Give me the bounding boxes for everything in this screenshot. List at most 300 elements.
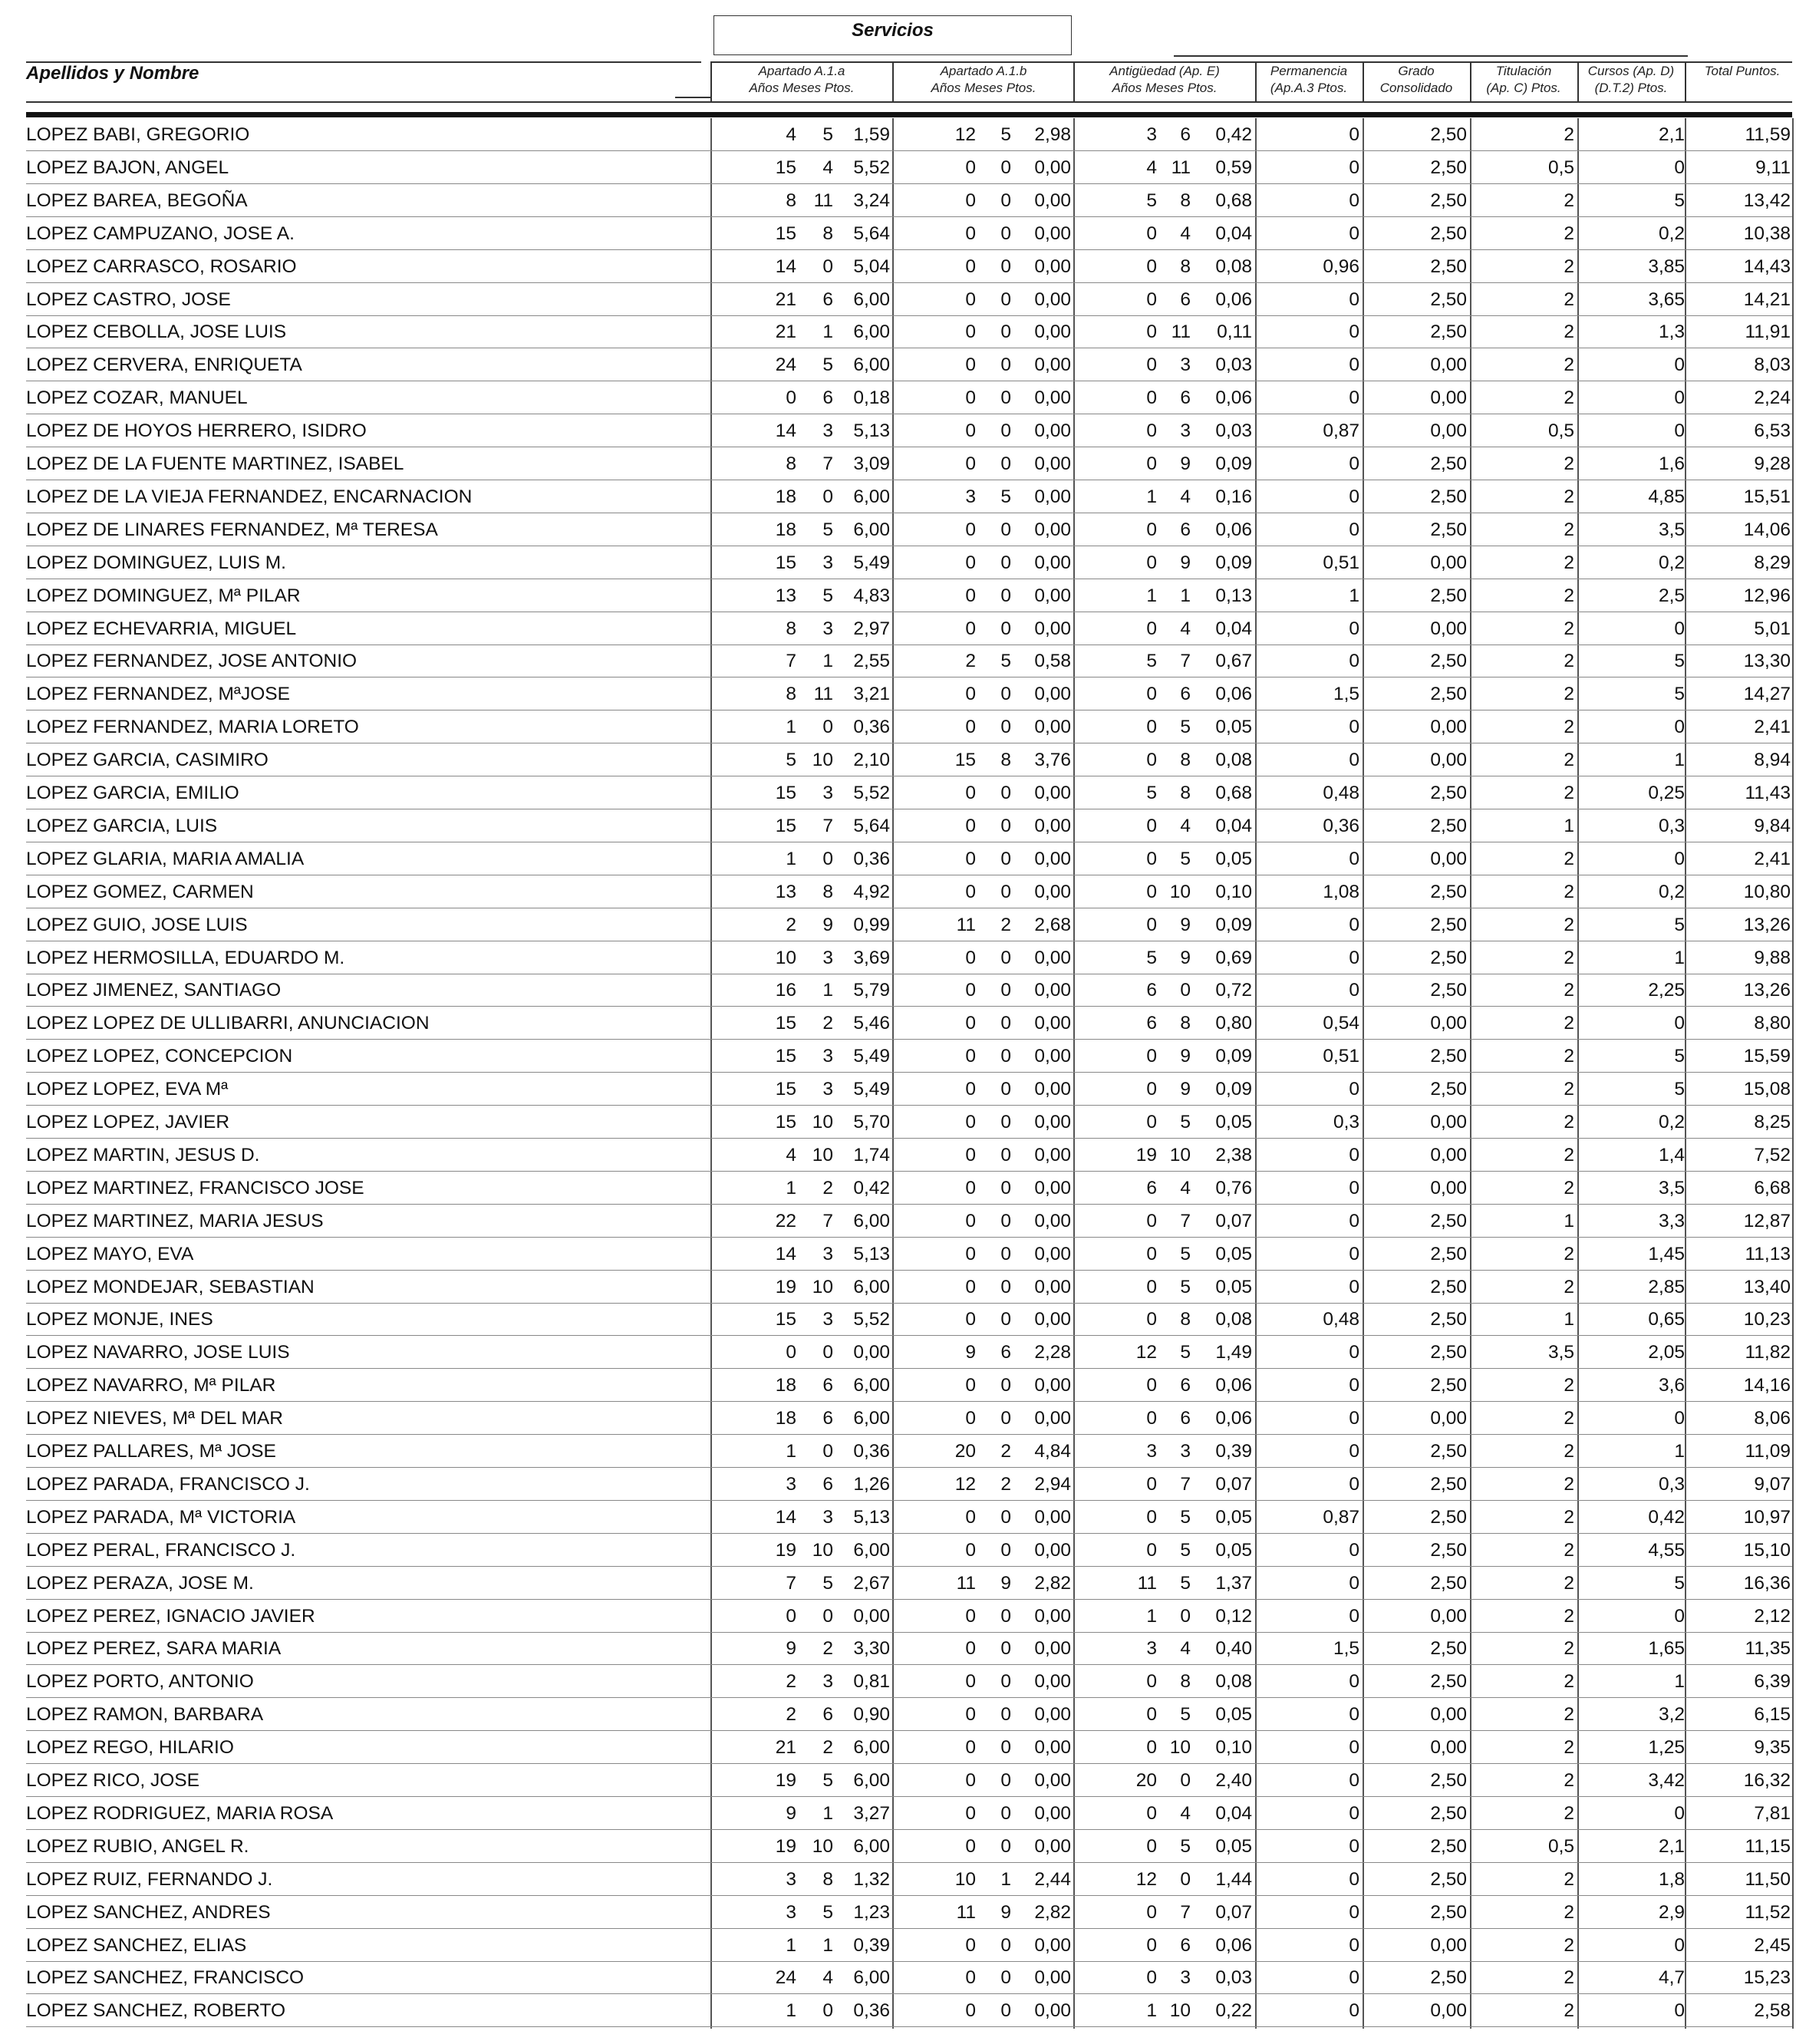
servicios-header: Servicios <box>713 15 1072 55</box>
cell-a1b-anos: 0 <box>965 453 976 474</box>
cell-grado: 0,00 <box>1430 1704 1467 1726</box>
cell-a1b-anos: 15 <box>954 750 976 771</box>
cell-a1a-ptos: 0,81 <box>853 1671 890 1693</box>
cell-total: 13,30 <box>1743 651 1791 672</box>
cell-total: 11,52 <box>1745 1901 1791 1923</box>
cell-a1a-anos: 14 <box>775 1506 796 1528</box>
header-rule-left <box>26 61 701 63</box>
cell-a1a-ptos: 5,13 <box>853 1506 890 1528</box>
row-name: LOPEZ RAMON, BARBARA <box>26 1704 264 1726</box>
cell-titulacion: 2 <box>1564 1605 1574 1627</box>
cell-a1a-ptos: 1,74 <box>853 1144 890 1165</box>
cell-a1a-ptos: 1,32 <box>853 1868 890 1890</box>
cell-titulacion: 2 <box>1564 124 1574 145</box>
cell-ant-ptos: 0,03 <box>1215 420 1252 442</box>
cell-a1b-meses: 0 <box>1000 815 1011 836</box>
cell-cursos: 0,2 <box>1658 881 1685 902</box>
cell-titulacion: 2 <box>1564 321 1574 343</box>
cell-total: 14,21 <box>1743 288 1791 310</box>
cell-ant-ptos: 0,05 <box>1215 1276 1252 1297</box>
cell-total: 15,10 <box>1743 1539 1791 1561</box>
cell-a1a-meses: 3 <box>822 1671 833 1693</box>
cell-a1a-anos: 18 <box>775 1375 796 1396</box>
cell-a1a-ptos: 1,59 <box>853 124 890 145</box>
cell-ant-anos: 0 <box>1146 256 1157 277</box>
cell-a1a-meses: 3 <box>822 1243 833 1264</box>
cell-ant-ptos: 2,40 <box>1215 1770 1252 1791</box>
cell-ant-meses: 5 <box>1180 1704 1191 1726</box>
cell-a1b-meses: 5 <box>1000 486 1011 507</box>
cell-permanencia: 0 <box>1349 1539 1359 1561</box>
cell-a1a-ptos: 6,00 <box>853 1210 890 1231</box>
cell-ant-ptos: 0,10 <box>1215 881 1252 902</box>
cell-cursos: 3,6 <box>1658 1375 1685 1396</box>
cell-a1b-anos: 0 <box>965 1243 976 1264</box>
table-row <box>0 710 1819 743</box>
cell-ant-anos: 12 <box>1135 1868 1157 1890</box>
cell-grado: 2,50 <box>1430 157 1467 178</box>
cell-total: 2,41 <box>1754 717 1791 738</box>
cell-titulacion: 2 <box>1564 1572 1574 1594</box>
cell-titulacion: 2 <box>1564 1802 1574 1824</box>
cell-titulacion: 0,5 <box>1547 157 1574 178</box>
header-rule-top <box>1174 55 1688 57</box>
cell-a1a-meses: 3 <box>822 1506 833 1528</box>
cell-total: 8,25 <box>1754 1112 1791 1132</box>
cell-a1a-anos: 15 <box>775 1013 796 1034</box>
cell-a1a-ptos: 2,55 <box>853 651 890 672</box>
table-row <box>0 217 1819 250</box>
table-row <box>0 1994 1819 2027</box>
cell-a1b-ptos: 0,00 <box>1034 1802 1071 1824</box>
cell-titulacion: 2 <box>1564 1144 1574 1165</box>
cell-cursos: 0 <box>1674 717 1685 738</box>
header-rule-upper <box>710 61 1792 63</box>
row-name: LOPEZ GARCIA, LUIS <box>26 815 218 836</box>
cell-ant-meses: 8 <box>1180 1013 1191 1034</box>
cell-a1a-ptos: 2,97 <box>853 618 890 639</box>
cell-ant-ptos: 0,80 <box>1215 1013 1252 1034</box>
cell-permanencia: 0 <box>1349 387 1359 409</box>
cell-permanencia: 0 <box>1349 486 1359 507</box>
cell-ant-ptos: 0,09 <box>1215 914 1252 935</box>
cell-ant-meses: 8 <box>1180 783 1191 803</box>
cell-grado: 0,00 <box>1430 2000 1467 2022</box>
cell-grado: 0,00 <box>1430 1934 1467 1956</box>
cell-a1a-meses: 5 <box>822 354 833 376</box>
cell-grado: 0,00 <box>1430 618 1467 639</box>
cell-grado: 2,50 <box>1430 1802 1467 1824</box>
table-row <box>0 1501 1819 1534</box>
cell-ant-ptos: 0,06 <box>1215 1934 1252 1956</box>
cell-permanencia: 0 <box>1349 223 1359 244</box>
table-row <box>0 546 1819 579</box>
cell-ant-anos: 0 <box>1146 1408 1157 1429</box>
cell-a1a-meses: 1 <box>822 321 833 343</box>
row-name: LOPEZ MAYO, EVA <box>26 1243 194 1264</box>
cell-total: 11,91 <box>1745 321 1791 343</box>
cell-ant-anos: 1 <box>1146 1605 1157 1627</box>
cell-titulacion: 2 <box>1564 223 1574 244</box>
cell-a1b-anos: 0 <box>965 1144 976 1165</box>
cell-a1a-ptos: 6,00 <box>853 321 890 343</box>
cell-ant-ptos: 0,09 <box>1215 552 1252 573</box>
cell-ant-ptos: 0,11 <box>1217 321 1252 343</box>
table-row <box>0 1830 1819 1863</box>
row-name: LOPEZ GARCIA, EMILIO <box>26 783 239 803</box>
cell-a1b-anos: 0 <box>965 190 976 211</box>
cell-a1b-anos: 0 <box>965 1967 976 1989</box>
cell-ant-ptos: 0,39 <box>1215 1441 1252 1462</box>
cell-a1b-anos: 0 <box>965 420 976 442</box>
row-name: LOPEZ RUBIO, ANGEL R. <box>26 1835 249 1857</box>
cell-a1a-meses: 0 <box>822 256 833 277</box>
cell-titulacion: 2 <box>1564 684 1574 705</box>
table-row <box>0 677 1819 710</box>
cell-ant-anos: 6 <box>1146 980 1157 1001</box>
row-name: LOPEZ MARTINEZ, MARIA JESUS <box>26 1210 324 1231</box>
cell-total: 2,24 <box>1754 387 1791 409</box>
cell-a1b-meses: 9 <box>1000 1901 1011 1923</box>
cell-a1b-anos: 0 <box>965 1013 976 1034</box>
col-header-permanencia: Permanencia (Ap.A.3 Ptos. <box>1270 64 1348 95</box>
cell-permanencia: 0 <box>1349 1704 1359 1726</box>
cell-a1a-meses: 10 <box>812 1539 833 1561</box>
header-rule-lower <box>26 101 1792 103</box>
cell-a1a-anos: 8 <box>786 684 796 705</box>
cell-ant-meses: 5 <box>1180 717 1191 738</box>
cell-a1b-meses: 2 <box>1000 914 1011 935</box>
cell-cursos: 1,6 <box>1658 453 1685 474</box>
cell-a1a-ptos: 5,46 <box>853 1013 890 1034</box>
cell-a1a-ptos: 5,13 <box>853 420 890 442</box>
table-row <box>0 809 1819 842</box>
table-row <box>0 1271 1819 1304</box>
cell-a1a-anos: 14 <box>775 420 796 442</box>
cell-ant-anos: 3 <box>1146 124 1157 145</box>
cell-ant-meses: 4 <box>1180 1177 1191 1198</box>
cell-cursos: 0 <box>1674 618 1685 639</box>
cell-a1b-anos: 0 <box>965 1802 976 1824</box>
cell-a1a-anos: 15 <box>775 157 796 178</box>
cell-a1a-anos: 3 <box>786 1868 796 1890</box>
cell-a1b-ptos: 0,00 <box>1034 815 1071 836</box>
row-name: LOPEZ NAVARRO, JOSE LUIS <box>26 1342 290 1363</box>
cell-a1b-ptos: 0,00 <box>1034 486 1071 507</box>
table-row <box>0 513 1819 546</box>
cell-a1a-anos: 1 <box>786 2000 796 2022</box>
cell-a1b-anos: 0 <box>965 881 976 902</box>
cell-cursos: 1,25 <box>1648 1737 1685 1759</box>
cell-ant-anos: 11 <box>1137 1572 1157 1594</box>
cell-a1b-anos: 0 <box>965 1605 976 1627</box>
cell-total: 10,80 <box>1743 881 1791 902</box>
cell-grado: 2,50 <box>1430 651 1467 672</box>
cell-ant-ptos: 0,08 <box>1215 750 1252 771</box>
cell-a1b-ptos: 0,00 <box>1034 1243 1071 1264</box>
cell-titulacion: 2 <box>1564 1737 1574 1759</box>
cell-total: 2,58 <box>1754 2000 1791 2022</box>
cell-a1b-meses: 8 <box>1000 750 1011 771</box>
cell-total: 9,28 <box>1754 453 1791 474</box>
table-row <box>0 184 1819 217</box>
cell-grado: 0,00 <box>1430 1112 1467 1132</box>
table-row <box>0 1698 1819 1731</box>
cell-permanencia: 0,36 <box>1323 815 1359 836</box>
cell-a1b-anos: 0 <box>965 815 976 836</box>
name-column-header: Apellidos y Nombre <box>26 63 199 84</box>
cell-a1b-ptos: 0,00 <box>1034 980 1071 1001</box>
cell-a1b-meses: 0 <box>1000 1375 1011 1396</box>
cell-a1b-anos: 0 <box>965 848 976 869</box>
cell-a1a-anos: 5 <box>786 750 796 771</box>
cell-ant-meses: 8 <box>1180 190 1191 211</box>
cell-permanencia: 0 <box>1349 1901 1359 1923</box>
cell-a1a-ptos: 0,36 <box>853 2000 890 2022</box>
cell-a1b-ptos: 0,00 <box>1034 2000 1071 2022</box>
cell-a1b-ptos: 0,58 <box>1034 651 1071 672</box>
cell-a1a-anos: 19 <box>775 1276 796 1297</box>
cell-a1b-anos: 0 <box>965 1046 976 1067</box>
cell-a1b-anos: 0 <box>965 354 976 376</box>
col-header-a1a: Apartado A.1.a Años Meses Ptos. <box>749 64 855 95</box>
cell-ant-anos: 0 <box>1146 1112 1157 1132</box>
cell-grado: 2,50 <box>1430 815 1467 836</box>
cell-ant-anos: 3 <box>1146 1638 1157 1660</box>
cell-a1a-anos: 18 <box>775 519 796 540</box>
cell-grado: 2,50 <box>1430 453 1467 474</box>
cell-a1b-anos: 0 <box>965 2000 976 2022</box>
cell-a1b-meses: 0 <box>1000 1506 1011 1528</box>
cell-ant-meses: 0 <box>1180 1605 1191 1627</box>
cell-ant-ptos: 0,40 <box>1215 1638 1252 1660</box>
table-row <box>0 743 1819 776</box>
cell-a1a-meses: 9 <box>822 914 833 935</box>
cell-a1a-ptos: 0,00 <box>853 1342 890 1363</box>
cell-total: 16,36 <box>1743 1572 1791 1594</box>
cell-a1b-ptos: 0,00 <box>1034 1671 1071 1693</box>
row-name: LOPEZ CEBOLLA, JOSE LUIS <box>26 321 287 343</box>
cell-ant-meses: 3 <box>1180 1441 1191 1462</box>
cell-titulacion: 2 <box>1564 1473 1574 1495</box>
row-name: LOPEZ LOPEZ DE ULLIBARRI, ANUNCIACION <box>26 1013 430 1034</box>
table-row <box>0 1435 1819 1468</box>
cell-a1a-ptos: 3,30 <box>853 1638 890 1660</box>
cell-ant-meses: 0 <box>1180 980 1191 1001</box>
cell-permanencia: 0,3 <box>1333 1112 1359 1132</box>
row-name: LOPEZ HERMOSILLA, EDUARDO M. <box>26 947 345 968</box>
cell-a1a-ptos: 5,52 <box>853 1309 890 1330</box>
row-name: LOPEZ CARRASCO, ROSARIO <box>26 256 297 277</box>
cell-grado: 2,50 <box>1430 1835 1467 1857</box>
cell-grado: 0,00 <box>1430 848 1467 869</box>
table-row <box>0 1402 1819 1435</box>
cell-ant-anos: 0 <box>1146 848 1157 869</box>
cell-grado: 2,50 <box>1430 1638 1467 1660</box>
cell-titulacion: 2 <box>1564 1901 1574 1923</box>
cell-a1b-ptos: 0,00 <box>1034 256 1071 277</box>
cell-grado: 2,50 <box>1430 914 1467 935</box>
cell-a1b-meses: 0 <box>1000 717 1011 738</box>
cell-ant-meses: 1 <box>1180 585 1191 606</box>
cell-a1a-ptos: 6,00 <box>853 519 890 540</box>
header-sep <box>1363 61 1364 103</box>
cell-total: 7,52 <box>1754 1144 1791 1165</box>
cell-a1b-meses: 0 <box>1000 618 1011 639</box>
cell-total: 14,16 <box>1743 1375 1791 1396</box>
cell-grado: 2,50 <box>1430 585 1467 606</box>
cell-a1b-ptos: 2,82 <box>1034 1572 1071 1594</box>
cell-titulacion: 2 <box>1564 750 1574 771</box>
cell-a1a-meses: 7 <box>822 453 833 474</box>
table-row <box>0 1961 1819 1994</box>
cell-ant-meses: 5 <box>1180 1112 1191 1132</box>
table-row <box>0 974 1819 1007</box>
cell-a1a-ptos: 4,83 <box>853 585 890 606</box>
cell-a1b-ptos: 0,00 <box>1034 453 1071 474</box>
cell-grado: 2,50 <box>1430 1671 1467 1693</box>
cell-a1a-anos: 18 <box>775 486 796 507</box>
cell-ant-ptos: 0,69 <box>1215 947 1252 968</box>
cell-ant-ptos: 0,12 <box>1215 1605 1252 1627</box>
cell-a1a-meses: 3 <box>822 1046 833 1067</box>
cell-a1a-anos: 10 <box>775 947 796 968</box>
table-row <box>0 1764 1819 1797</box>
cell-ant-anos: 0 <box>1146 1539 1157 1561</box>
cell-cursos: 0 <box>1674 1408 1685 1429</box>
cell-a1b-meses: 9 <box>1000 1572 1011 1594</box>
cell-a1a-meses: 6 <box>822 1408 833 1429</box>
table-row <box>0 1336 1819 1369</box>
row-name: LOPEZ MONDEJAR, SEBASTIAN <box>26 1276 315 1297</box>
header-thick-rule <box>26 112 1792 117</box>
cell-a1a-meses: 2 <box>822 1013 833 1034</box>
cell-a1b-ptos: 2,44 <box>1034 1868 1071 1890</box>
cell-a1a-ptos: 5,70 <box>853 1112 890 1132</box>
cell-ant-meses: 5 <box>1180 1572 1191 1594</box>
cell-total: 9,35 <box>1754 1737 1791 1759</box>
cell-a1b-meses: 0 <box>1000 1210 1011 1231</box>
cell-a1b-meses: 0 <box>1000 223 1011 244</box>
cell-titulacion: 2 <box>1564 1967 1574 1989</box>
cell-a1a-meses: 1 <box>822 980 833 1001</box>
cell-ant-meses: 11 <box>1171 321 1191 343</box>
cell-a1a-meses: 3 <box>822 618 833 639</box>
cell-ant-ptos: 0,05 <box>1215 1539 1252 1561</box>
row-name: LOPEZ DE LA FUENTE MARTINEZ, ISABEL <box>26 453 404 474</box>
cell-titulacion: 1 <box>1564 1210 1574 1231</box>
cell-ant-anos: 0 <box>1146 1835 1157 1857</box>
cell-ant-meses: 6 <box>1180 1375 1191 1396</box>
cell-ant-anos: 19 <box>1135 1144 1157 1165</box>
cell-total: 2,45 <box>1754 1934 1791 1956</box>
cell-grado: 2,50 <box>1430 1276 1467 1297</box>
cell-titulacion: 2 <box>1564 552 1574 573</box>
cell-a1b-ptos: 0,00 <box>1034 881 1071 902</box>
cell-cursos: 0 <box>1674 157 1685 178</box>
row-name: LOPEZ NAVARRO, Mª PILAR <box>26 1375 276 1396</box>
cell-cursos: 0 <box>1674 1605 1685 1627</box>
cell-total: 15,08 <box>1743 1079 1791 1100</box>
cell-ant-meses: 4 <box>1180 815 1191 836</box>
cell-a1a-anos: 21 <box>775 321 796 343</box>
cell-permanencia: 0,96 <box>1323 256 1359 277</box>
table-row <box>0 414 1819 447</box>
cell-titulacion: 2 <box>1564 1506 1574 1528</box>
cell-cursos: 3,65 <box>1648 288 1685 310</box>
cell-a1b-ptos: 0,00 <box>1034 1737 1071 1759</box>
cell-a1a-meses: 8 <box>822 881 833 902</box>
cell-total: 8,80 <box>1754 1013 1791 1034</box>
cell-ant-anos: 0 <box>1146 453 1157 474</box>
table-row <box>0 1665 1819 1698</box>
cell-a1a-meses: 1 <box>822 1934 833 1956</box>
cell-a1a-meses: 0 <box>822 1441 833 1462</box>
cell-a1a-meses: 5 <box>822 519 833 540</box>
cell-ant-meses: 7 <box>1180 1473 1191 1495</box>
row-name: LOPEZ PERAL, FRANCISCO J. <box>26 1539 296 1561</box>
cell-ant-anos: 0 <box>1146 1506 1157 1528</box>
table-row <box>0 842 1819 875</box>
cell-ant-meses: 9 <box>1180 947 1191 968</box>
cell-titulacion: 2 <box>1564 256 1574 277</box>
cell-ant-meses: 3 <box>1180 420 1191 442</box>
cell-permanencia: 0 <box>1349 1572 1359 1594</box>
cell-a1a-anos: 7 <box>786 1572 796 1594</box>
cell-permanencia: 0,54 <box>1323 1013 1359 1034</box>
cell-titulacion: 2 <box>1564 486 1574 507</box>
cell-a1a-anos: 2 <box>786 1704 796 1726</box>
cell-total: 13,26 <box>1743 914 1791 935</box>
cell-a1b-meses: 0 <box>1000 354 1011 376</box>
cell-a1b-anos: 0 <box>965 980 976 1001</box>
cell-a1b-meses: 0 <box>1000 881 1011 902</box>
cell-a1a-ptos: 3,27 <box>853 1802 890 1824</box>
cell-total: 11,35 <box>1745 1638 1791 1660</box>
cell-a1b-meses: 6 <box>1000 1342 1011 1363</box>
cell-a1a-anos: 15 <box>775 815 796 836</box>
cell-ant-meses: 9 <box>1180 1079 1191 1100</box>
cell-a1b-meses: 0 <box>1000 1144 1011 1165</box>
cell-titulacion: 1 <box>1564 815 1574 836</box>
cell-total: 11,15 <box>1745 1835 1791 1857</box>
cell-a1b-anos: 0 <box>965 947 976 968</box>
cell-ant-anos: 0 <box>1146 387 1157 409</box>
cell-ant-anos: 0 <box>1146 1309 1157 1330</box>
cell-ant-ptos: 0,07 <box>1215 1901 1252 1923</box>
cell-titulacion: 2 <box>1564 1243 1574 1264</box>
cell-permanencia: 0 <box>1349 124 1359 145</box>
header-sep <box>1685 61 1686 103</box>
cell-a1b-meses: 0 <box>1000 157 1011 178</box>
cell-titulacion: 2 <box>1564 1934 1574 1956</box>
row-name: LOPEZ BABI, GREGORIO <box>26 124 250 145</box>
table-row <box>0 315 1819 348</box>
row-name: LOPEZ GOMEZ, CARMEN <box>26 881 254 902</box>
cell-permanencia: 0 <box>1349 321 1359 343</box>
cell-grado: 0,00 <box>1430 1144 1467 1165</box>
row-name: LOPEZ PEREZ, IGNACIO JAVIER <box>26 1605 315 1627</box>
cell-cursos: 3,5 <box>1658 519 1685 540</box>
cell-ant-ptos: 0,05 <box>1215 1704 1252 1726</box>
cell-cursos: 0,42 <box>1648 1506 1685 1528</box>
cell-cursos: 2,1 <box>1658 1835 1685 1857</box>
cell-permanencia: 0 <box>1349 618 1359 639</box>
cell-permanencia: 0 <box>1349 717 1359 738</box>
cell-permanencia: 0 <box>1349 1770 1359 1791</box>
cell-a1b-anos: 0 <box>965 1934 976 1956</box>
table-row <box>0 447 1819 480</box>
